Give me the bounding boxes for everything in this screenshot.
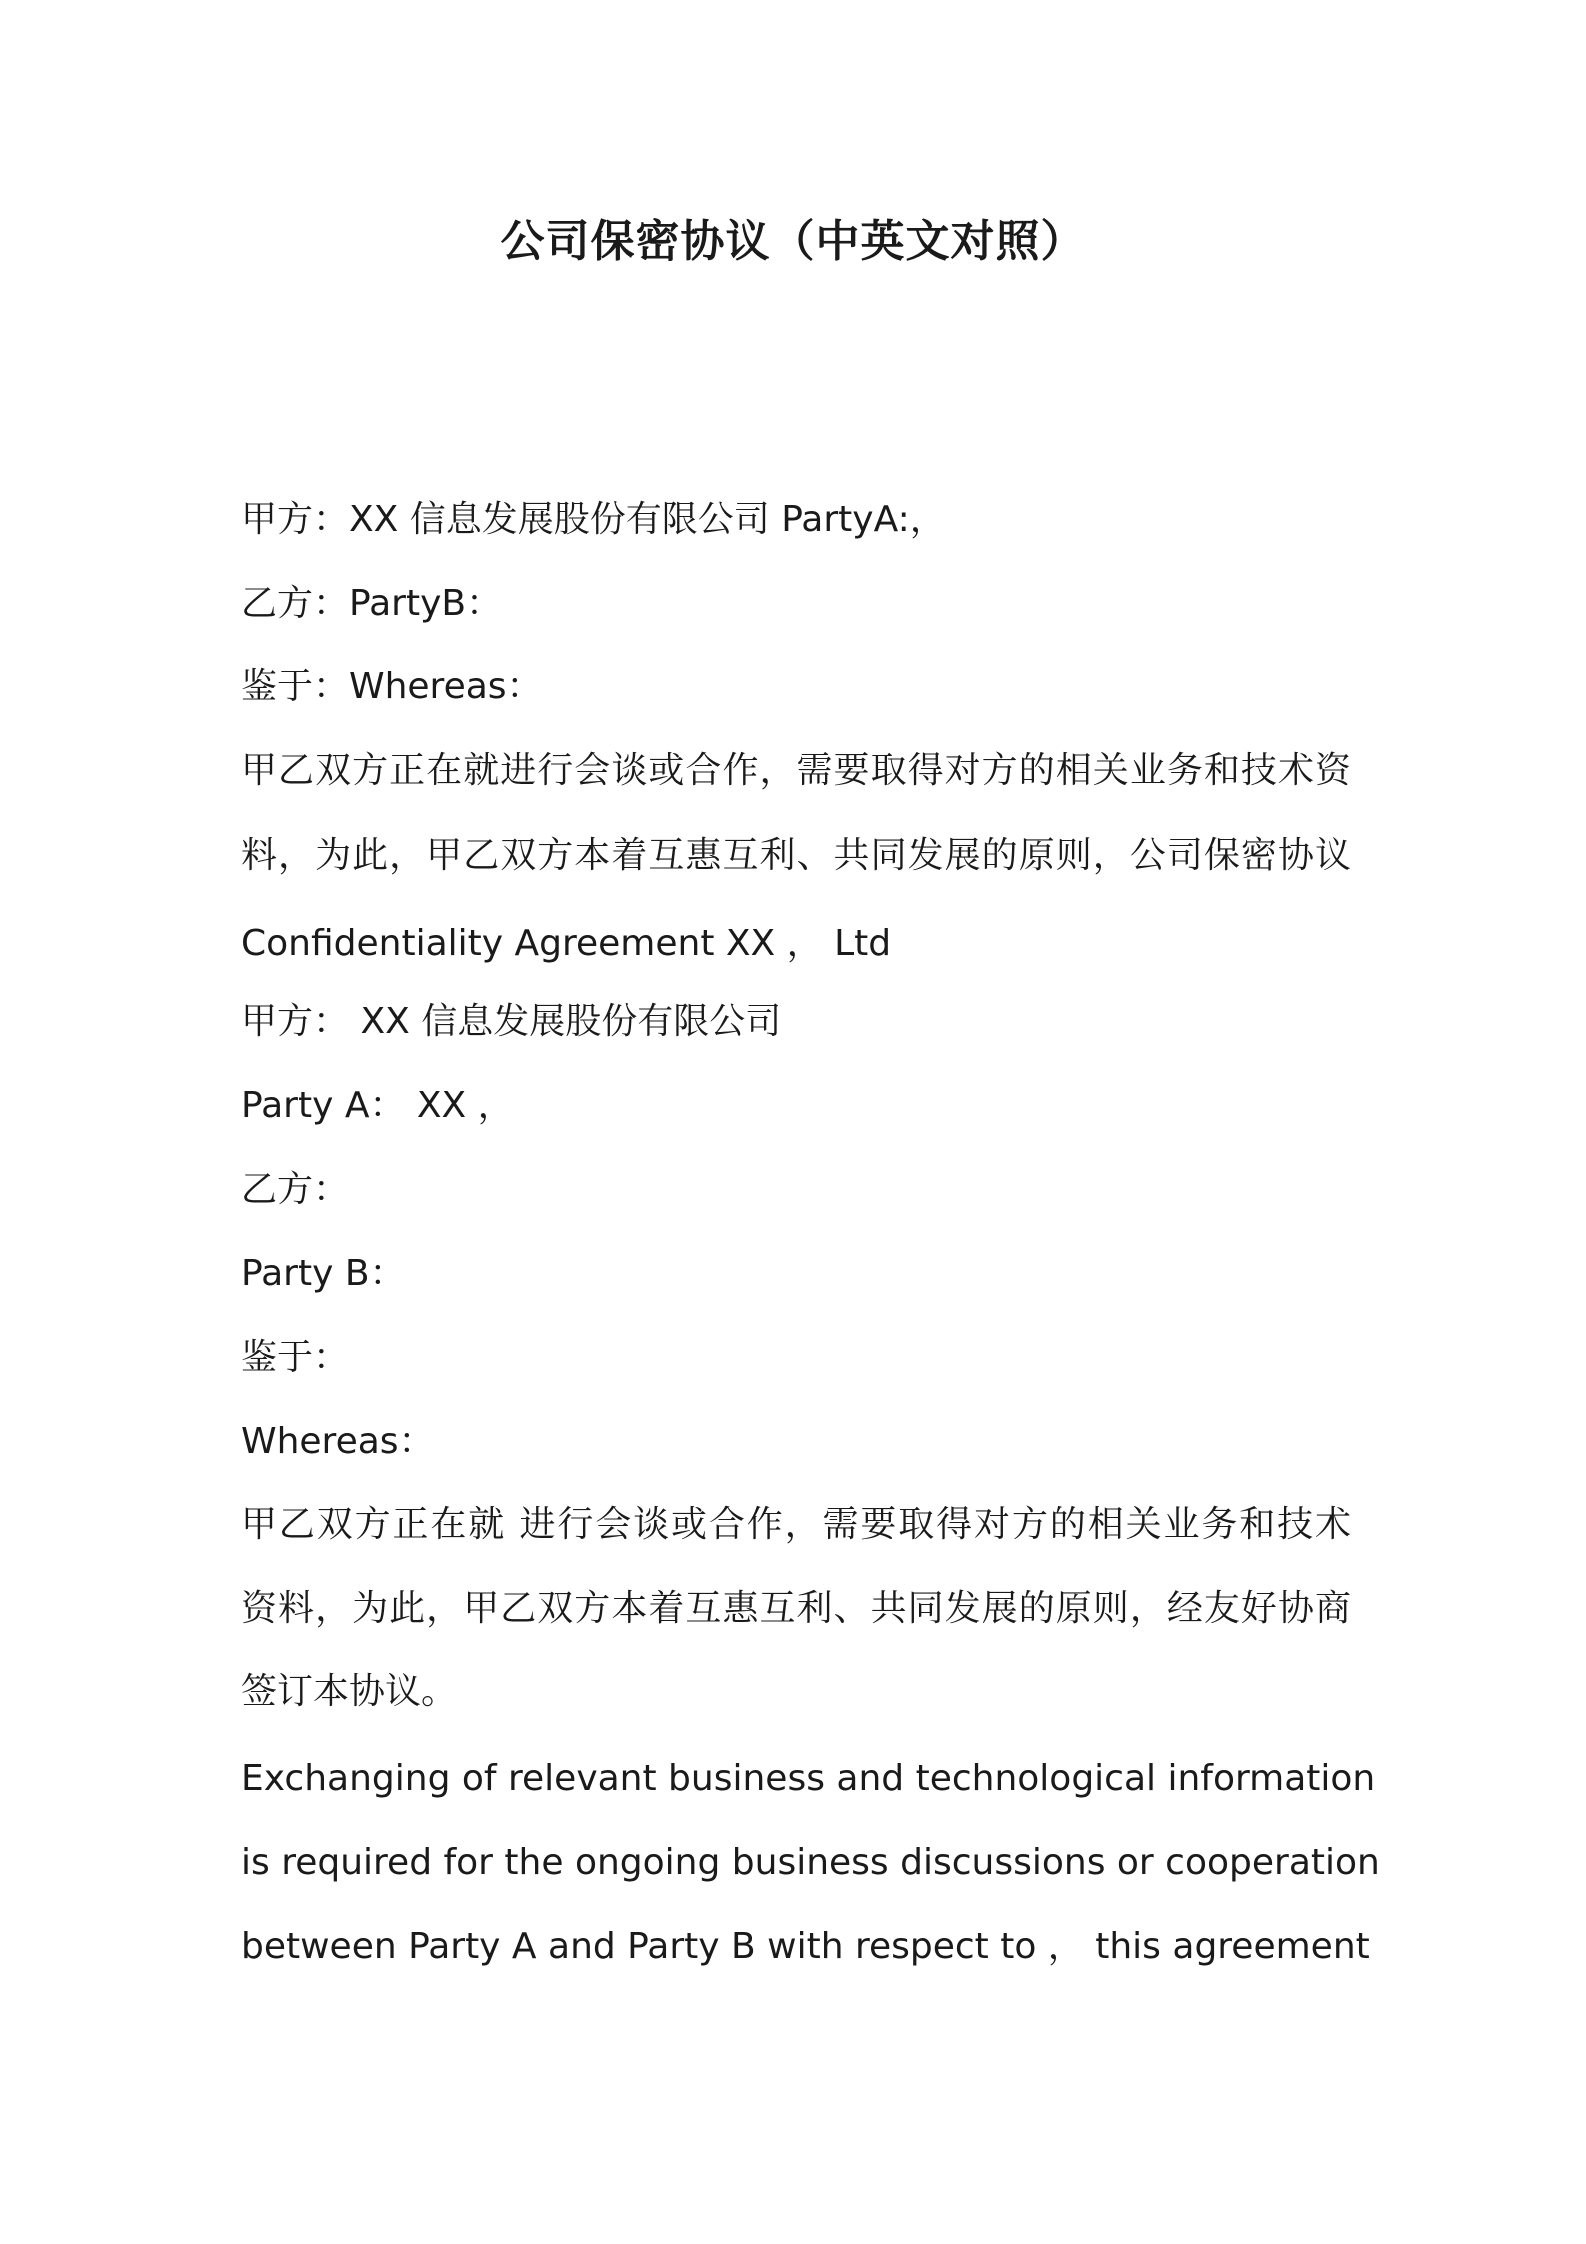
party-a-cn-line: 甲方： XX 信息发展股份有限公司 (241, 1001, 782, 1042)
whereas-en-line: Whereas： (241, 1421, 435, 1462)
body-paragraph-line: 料，为此，甲乙双方本着互惠互利、共同发展的原则，公司保密协议 (241, 835, 1351, 876)
english-paragraph-line: is required for the ongoing business discussions or cooperation (241, 1842, 1380, 1883)
agreement-name-line: Confidentiality Agreement XX ， Ltd (241, 923, 892, 964)
whereas-line: 鉴于：Whereas： (241, 666, 543, 707)
body-paragraph-line: 甲乙双方正在就进行会谈或合作，需要取得对方的相关业务和技术资 (241, 750, 1351, 791)
english-paragraph-line: Exchanging of relevant business and technological information (241, 1758, 1376, 1799)
document-title: 公司保密协议（中英文对照） (500, 216, 1086, 267)
body-paragraph-line: 甲乙双方正在就 进行会谈或合作，需要取得对方的相关业务和技术 (241, 1504, 1351, 1545)
party-b-cn-line: 乙方： (241, 1169, 350, 1210)
party-b-line: 乙方：PartyB： (241, 583, 503, 624)
body-paragraph-line: 资料，为此，甲乙双方本着互惠互利、共同发展的原则，经友好协商 (241, 1588, 1351, 1629)
party-b-en-line: Party B： (241, 1253, 406, 1294)
party-a-line: 甲方：XX 信息发展股份有限公司 PartyA:， (241, 499, 946, 540)
english-paragraph-line: between Party A and Party B with respect to ， this agreement (241, 1926, 1370, 1967)
body-paragraph-line: 签订本协议。 (241, 1671, 458, 1712)
whereas-cn-line: 鉴于： (241, 1337, 350, 1378)
party-a-en-line: Party A： XX ， (241, 1085, 514, 1126)
